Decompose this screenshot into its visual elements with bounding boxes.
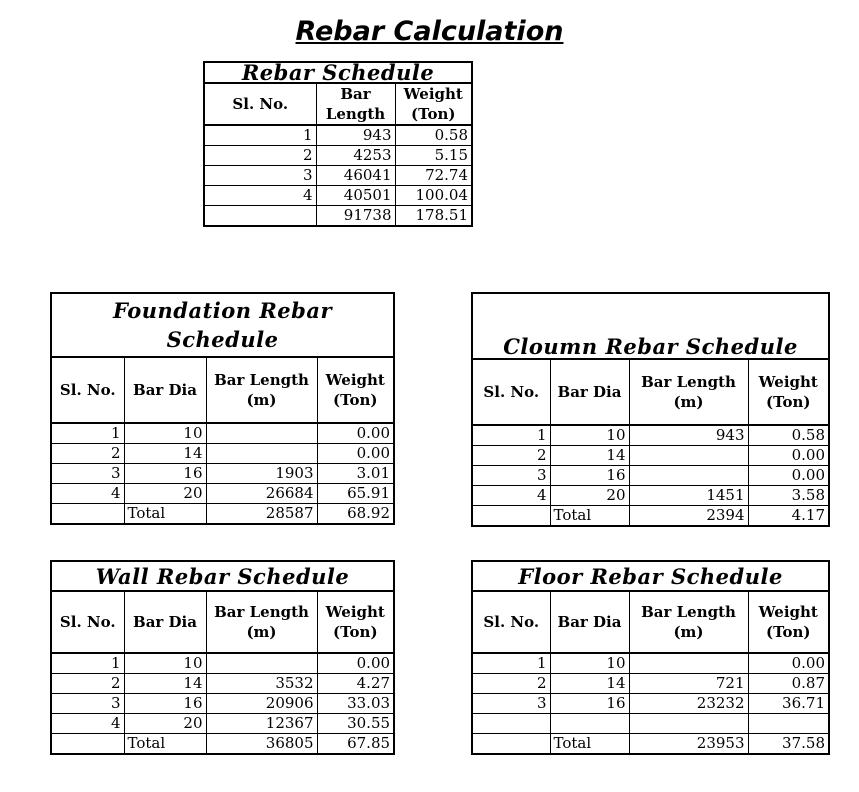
table-row: 1 10 0.00 [472, 653, 829, 674]
foundation-title-line1: Foundation Rebar [113, 298, 333, 323]
table-row: 2 4253 5.15 [204, 146, 472, 166]
header-bar-length: Bar Length (m) [629, 359, 748, 425]
table-row: 3 16 20906 33.03 [51, 694, 394, 714]
column-rebar-schedule [471, 292, 830, 527]
floor-title: Floor Rebar Schedule [472, 561, 829, 591]
page-title: Rebar Calculation [295, 16, 564, 47]
table-row: 1 943 0.58 [204, 125, 472, 146]
table-row: 2 14 0.00 [51, 444, 394, 464]
header-weight: Weight (Ton) [748, 359, 829, 425]
total-row: Total 28587 68.92 [51, 504, 394, 525]
table-row: 1 10 0.00 [51, 653, 394, 674]
header-sl-no: Sl. No. [472, 591, 550, 653]
header-sl-no: Sl. No. [472, 359, 550, 425]
foundation-title-line2: Schedule [166, 327, 279, 352]
summary-title: Rebar Schedule [204, 62, 472, 83]
header-bar-length: Bar Length (m) [629, 591, 748, 653]
header-sl-no: Sl. No. [204, 83, 316, 125]
header-bar-length: Bar Length (m) [206, 357, 317, 423]
table-row: 3 16 23232 36.71 [472, 694, 829, 714]
table-row: 4 20 12367 30.55 [51, 714, 394, 734]
header-sl-no: Sl. No. [51, 357, 124, 423]
total-row: 91738 178.51 [204, 206, 472, 227]
floor-rebar-schedule [471, 560, 830, 755]
header-bar-dia: Bar Dia [124, 357, 206, 423]
header-bar-dia: Bar Dia [550, 359, 629, 425]
wall-rebar-schedule [50, 560, 395, 755]
foundation-rebar-schedule [50, 292, 395, 525]
table-row: 4 20 26684 65.91 [51, 484, 394, 504]
summary-rebar-schedule [203, 61, 473, 227]
total-row: Total 23953 37.58 [472, 734, 829, 755]
table-row: 1 10 0.00 [51, 423, 394, 444]
header-bar-dia: Bar Dia [124, 591, 206, 653]
header-weight: Weight (Ton) [317, 357, 394, 423]
table-row: 4 20 1451 3.58 [472, 486, 829, 506]
wall-title: Wall Rebar Schedule [51, 561, 394, 591]
column-title: Cloumn Rebar Schedule [472, 293, 829, 359]
table-row: 3 16 1903 3.01 [51, 464, 394, 484]
table-row: 2 14 3532 4.27 [51, 674, 394, 694]
header-bar-length: Bar Length (m) [206, 591, 317, 653]
header-sl-no: Sl. No. [51, 591, 124, 653]
table-row [472, 714, 829, 734]
table-row: 3 46041 72.74 [204, 166, 472, 186]
table-row: 2 14 721 0.87 [472, 674, 829, 694]
header-bar-length: Bar Length [316, 83, 395, 125]
table-row: 4 40501 100.04 [204, 186, 472, 206]
header-bar-dia: Bar Dia [550, 591, 629, 653]
header-weight: Weight (Ton) [317, 591, 394, 653]
table-row: 3 16 0.00 [472, 466, 829, 486]
table-row: 1 10 943 0.58 [472, 425, 829, 446]
table-row: 2 14 0.00 [472, 446, 829, 466]
total-row: Total 2394 4.17 [472, 506, 829, 527]
header-weight: Weight (Ton) [748, 591, 829, 653]
total-row: Total 36805 67.85 [51, 734, 394, 755]
header-weight: Weight (Ton) [395, 83, 472, 125]
